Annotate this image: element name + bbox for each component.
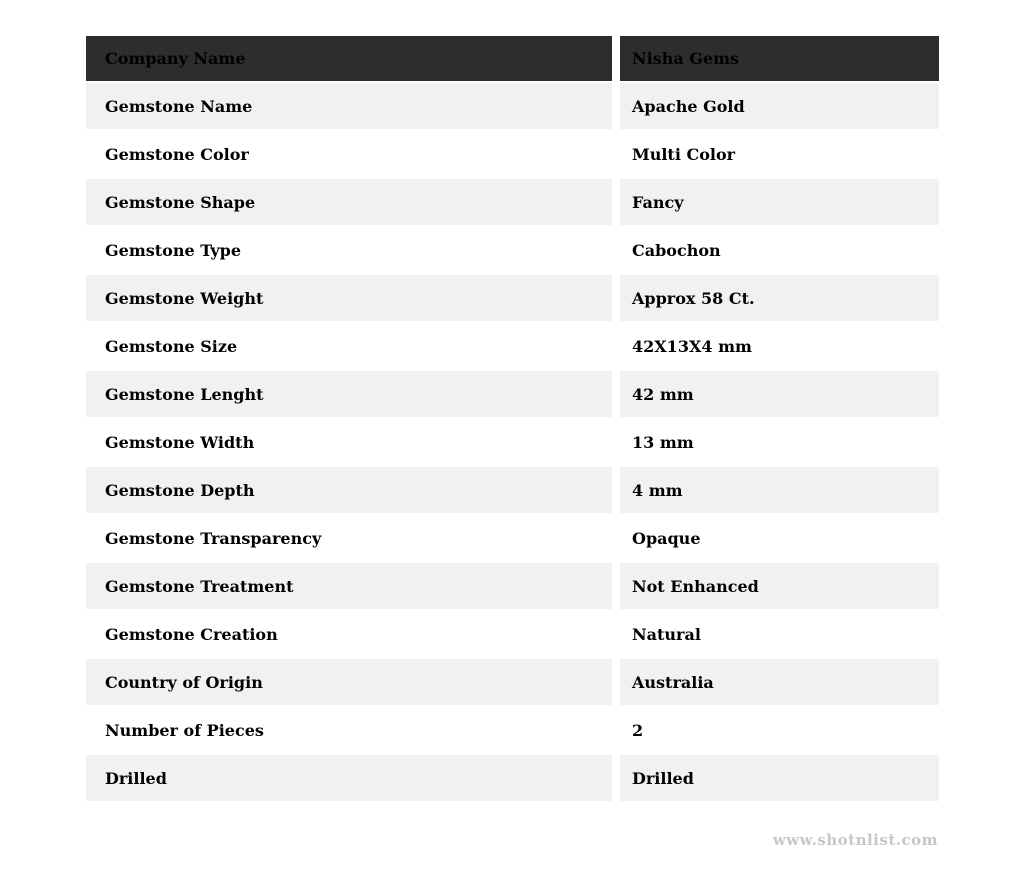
- table-row: [86, 371, 939, 419]
- row-value: Cabochon: [612, 227, 939, 275]
- row-value: Approx 58 Ct.: [612, 275, 939, 323]
- table-row: [86, 323, 939, 371]
- table-header-row: [86, 36, 939, 83]
- table-row: [86, 131, 939, 179]
- row-value: 13 mm: [612, 419, 939, 467]
- row-label: Gemstone Lenght: [86, 371, 612, 419]
- header-company-label: Company Name: [86, 36, 612, 83]
- row-label: Gemstone Treatment: [86, 563, 612, 611]
- table-row: [86, 707, 939, 755]
- table-row: [86, 563, 939, 611]
- row-value: Apache Gold: [612, 83, 939, 131]
- row-value: Opaque: [612, 515, 939, 563]
- row-value: Natural: [612, 611, 939, 659]
- table-row: [86, 419, 939, 467]
- row-label: Gemstone Color: [86, 131, 612, 179]
- row-value: 2: [612, 707, 939, 755]
- watermark-text: www.shotnlist.com: [772, 831, 938, 849]
- row-label: Gemstone Creation: [86, 611, 612, 659]
- row-value: 42 mm: [612, 371, 939, 419]
- row-value: Australia: [612, 659, 939, 707]
- row-value: Fancy: [612, 179, 939, 227]
- table-row: [86, 611, 939, 659]
- table-row: [86, 83, 939, 131]
- row-label: Country of Origin: [86, 659, 612, 707]
- table-row: [86, 275, 939, 323]
- row-label: Gemstone Type: [86, 227, 612, 275]
- row-value: Multi Color: [612, 131, 939, 179]
- row-value: Drilled: [612, 755, 939, 803]
- header-company-value: Nisha Gems: [612, 36, 939, 83]
- spec-table-body: [86, 83, 939, 803]
- row-label: Drilled: [86, 755, 612, 803]
- row-label: Gemstone Transparency: [86, 515, 612, 563]
- table-row: [86, 227, 939, 275]
- row-label: Gemstone Size: [86, 323, 612, 371]
- row-label: Gemstone Shape: [86, 179, 612, 227]
- table-row: [86, 515, 939, 563]
- row-value: 4 mm: [612, 467, 939, 515]
- table-row: [86, 659, 939, 707]
- row-label: Gemstone Weight: [86, 275, 612, 323]
- row-label: Gemstone Depth: [86, 467, 612, 515]
- row-value: 42X13X4 mm: [612, 323, 939, 371]
- spec-table: [86, 36, 939, 803]
- table-row: [86, 755, 939, 803]
- table-row: [86, 179, 939, 227]
- row-label: Gemstone Name: [86, 83, 612, 131]
- row-value: Not Enhanced: [612, 563, 939, 611]
- row-label: Gemstone Width: [86, 419, 612, 467]
- table-row: [86, 467, 939, 515]
- row-label: Number of Pieces: [86, 707, 612, 755]
